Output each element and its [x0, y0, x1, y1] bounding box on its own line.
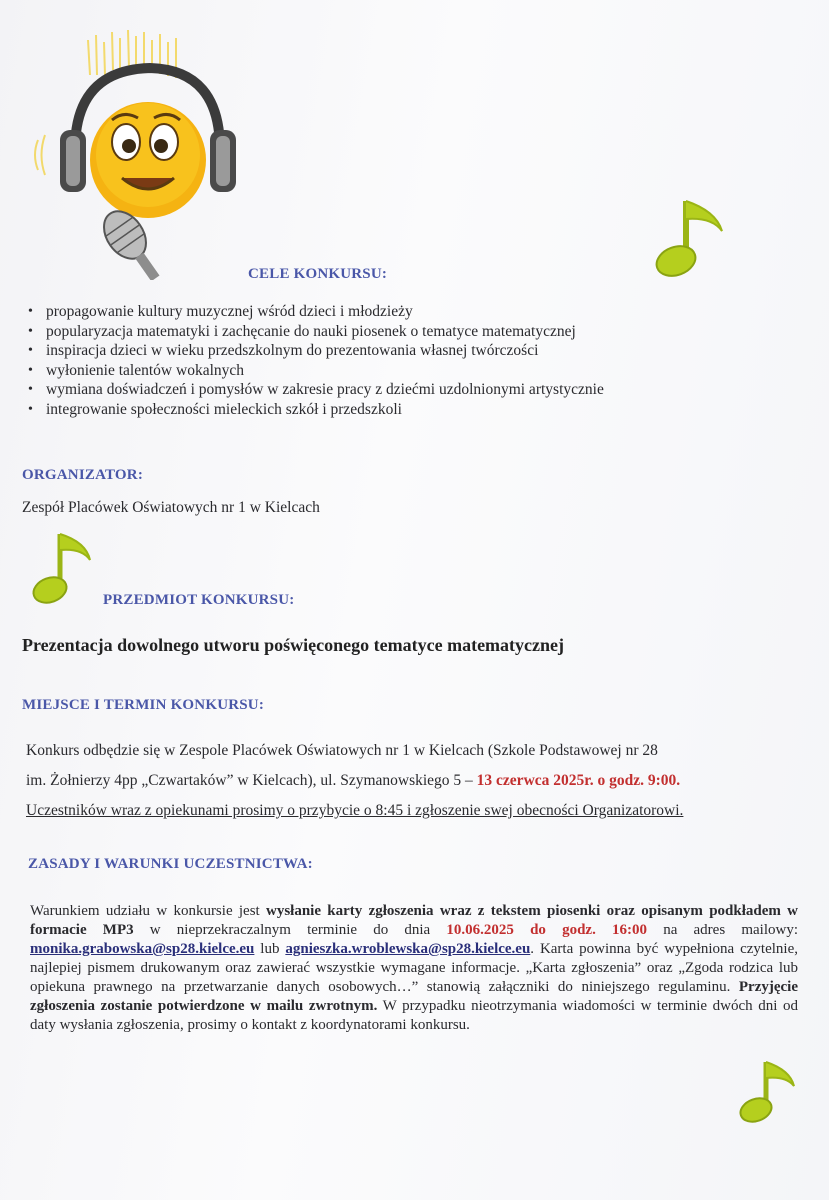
place-line-1: Konkurs odbędzie się w Zespole Placówek Oświatowych nr 1 w Kielcach (Szkole Podstawowej nr 28 [26, 742, 658, 759]
rules-part: lub [254, 941, 286, 957]
rules-part: W przypadku nieotrzymania wiadomości w terminie dwóch dni od daty wysłania zgłoszenia, prosimy o kontakt z koordynatorami konkursu. [30, 998, 799, 1033]
subject-heading: PRZEDMIOT KONKURSU: [103, 592, 295, 608]
deadline: 10.06.2025 do godz. 16:00 [446, 922, 648, 938]
list-item: • wyłonienie talentów wokalnych [46, 361, 746, 381]
goals-heading: CELE KONKURSU: [248, 266, 388, 282]
rules-part: . Karta powinna być wypełniona czytelnie, najlepiej pismem drukowanym oraz zawierać wszystkie wymagane informacje. „Karta zgłoszenia” oraz „Zgoda rodzica lub opiekuna prawnego na przetwarzanie danych osobowych…” stanowią załączniki do niniejszego regulaminu. [30, 941, 798, 995]
rules-bold-part: wysłanie karty zgłoszenia wraz z tekstem piosenki oraz opisanym podkładem w formacie MP3 [30, 903, 798, 938]
email-link-agnieszka[interactable]: agnieszka.wroblewska@sp28.kielce.eu [285, 941, 531, 957]
email-link-monika[interactable]: monika.grabowska@sp28.kielce.eu [30, 941, 255, 957]
organizer-text: Zespół Placówek Oświatowych nr 1 w Kielcach [22, 499, 320, 516]
emoji-headphones-microphone-icon [30, 30, 240, 280]
list-item: • integrowanie społeczności mieleckich szkół i przedszkoli [46, 400, 746, 420]
rules-part: Warunkiem udziału w konkursie jest [30, 903, 266, 919]
place-line-2 [26, 766, 802, 796]
place-text [26, 736, 802, 826]
goals-list [22, 302, 746, 419]
list-item: • propagowanie kultury muzycznej wśród dzieci i młodzieży [46, 302, 746, 322]
place-line-3: Uczestników wraz z opiekunami prosimy o przybycie o 8:45 i zgłoszenie swej obecności Organizatorowi. [26, 802, 684, 819]
place-heading: MIEJSCE I TERMIN KONKURSU: [22, 697, 265, 713]
music-note-icon [28, 530, 98, 610]
subject-text: Prezentacja dowolnego utworu poświęconego tematyce matematycznej [22, 635, 565, 655]
place-address: im. Żołnierzy 4pp „Czwartaków” w Kielcach), ul. Szymanowskiego 5 – [26, 772, 477, 789]
list-item: • popularyzacja matematyki i zachęcanie do nauki piosenek o tematyce matematycznej [46, 322, 746, 342]
music-note-icon [650, 195, 730, 285]
rules-part: w nieprzekraczalnym terminie do dnia [133, 922, 447, 938]
rules-text [30, 902, 798, 1035]
event-date: 13 czerwca 2025r. o godz. 9:00. [476, 772, 681, 789]
rules-bold-part: Przyjęcie zgłoszenia zostanie potwierdzone w mailu zwrotnym. [30, 979, 798, 1014]
list-item: • inspiracja dzieci w wieku przedszkolnym do prezentowania własnej twórczości [46, 341, 746, 361]
organizer-heading: ORGANIZATOR: [22, 467, 144, 483]
list-item: • wymiana doświadczeń i pomysłów w zakresie pracy z dziećmi uzdolnionymi artystycznie [46, 380, 746, 400]
rules-part: na adres mailowy: [647, 922, 798, 938]
rules-heading: ZASADY I WARUNKI UCZESTNICTWA: [28, 856, 313, 872]
music-note-icon [732, 1058, 802, 1128]
